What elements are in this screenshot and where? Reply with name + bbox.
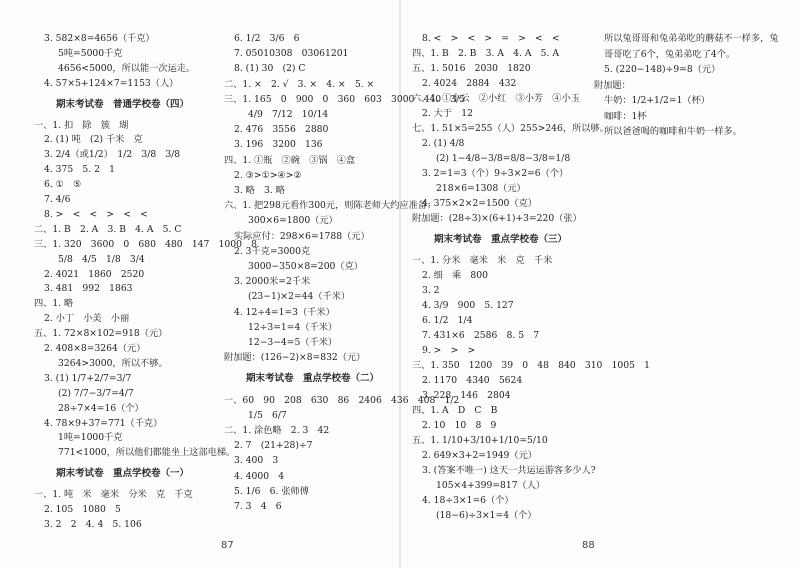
answer-line: 附加题：(28÷3)×(6+1)+3=220（张） [412, 213, 582, 224]
answer-line: 所以爸爸喝的咖啡和牛奶一样多。 [604, 126, 742, 137]
answer-line: 4. 18÷3×1=6（个） [422, 495, 514, 506]
answer-line: 三、1. 350 1200 39 0 48 840 310 1005 1 [412, 360, 651, 371]
answer-line: 二、1. B 2. A 3. B 4. A 5. C [34, 223, 182, 235]
answer-line: 2. 4021 1860 2520 [44, 268, 145, 280]
answer-line: 4. 12÷4=1=3（千米） [234, 306, 335, 318]
section-heading: 期末考试卷 重点学校卷（三） [434, 234, 568, 245]
answer-line: 所以兔哥哥和兔弟弟吃的蘑菇不一样多，兔 [604, 33, 779, 44]
answer-line: 28÷7×4=16（个） [58, 402, 144, 414]
answer-line: 3. 略 3. 略 [234, 185, 285, 196]
section-heading: 期末考试卷 普通学校卷（四） [56, 98, 190, 110]
answer-line: 3. 228 146 2804 [422, 390, 511, 401]
answer-line: 5. (220−148)÷9=8（元） [604, 64, 721, 75]
answer-line: 1吨=1000千克 [58, 432, 123, 444]
answer-line: 4. 3/9 900 5. 127 [422, 300, 514, 311]
answer-line: 2. 7 (21+28)÷7 [234, 440, 313, 452]
answer-line: 7. 4/6 [44, 194, 71, 205]
answer-line: 105×4+399=817（人） [436, 480, 546, 491]
answer-line: 8. < > < > = > < < [422, 33, 560, 44]
answer-line: 2. 3千克=3000克 [234, 245, 311, 257]
answer-line: 8. (1) 30 (2) C [234, 63, 306, 75]
answer-line: 3. 400 3 [234, 455, 279, 467]
answer-line: 七、1. 51×5=255（人）255>246，所以够。 [412, 123, 609, 134]
answer-line: 咖啡：1杯 [604, 110, 647, 122]
answer-line: 3. 582×8=4656（千克） [44, 33, 155, 44]
answer-line: 一、1. 吨 米 毫米 分米 克 千克 [34, 489, 193, 501]
answer-line: 四、1. B 2. B 3. A 4. A 5. A [412, 48, 559, 59]
answer-line: 一、60 90 208 630 86 2406 436 408 1/2 [224, 394, 460, 406]
answer-line: 7. 431×6 2586 8. 5 7 [422, 330, 540, 341]
answer-line: 三、1. 320 3600 0 680 480 147 1000 8 [34, 238, 257, 250]
answer-line: 5/8 4/5 1/8 3/4 [58, 253, 145, 265]
answer-line: 六、1. ①小云 ②小红 ③小芳 ④小玉 [412, 93, 580, 104]
page-number-left: 87 [221, 540, 234, 551]
answer-line: 4. 57×5+124×7=1153（人） [44, 77, 179, 89]
answer-line: 12÷3=1=4（千米） [248, 321, 338, 333]
answer-line: 六、1. 把298元看作300元，则陈老师大约应准备： [224, 200, 437, 212]
answer-line: 7. 3 4 6 [234, 501, 282, 512]
answer-line: 7. 05010308 03061201 [234, 48, 349, 60]
section-heading: 期末考试卷 重点学校卷（二） [246, 373, 380, 385]
answer-line: 四、1. A D C B [412, 405, 498, 416]
answer-line: 3. 2 2 4. 4 5. 106 [44, 518, 142, 530]
answer-line: 3000−350×8=200（克） [248, 261, 363, 272]
answer-line: 2. 10 10 8 9 [422, 420, 497, 431]
answer-line: 2. 649×3+2=1949（元） [422, 450, 537, 461]
answer-line: 4. 375 5. 2 1 [44, 164, 115, 176]
answer-line: 3. 2/4（或1/2） 1/2 3/8 3/8 [44, 149, 181, 161]
answer-line: 3. 196 3200 136 [234, 139, 323, 151]
answer-line: 5. 1/6 6. 张师傅 [234, 485, 309, 497]
answer-line: 二、1. 涂色略 2. 3 42 [224, 425, 330, 436]
answer-line: 4656<5000，所以能一次运走。 [58, 62, 196, 74]
answer-line: 实际应付：298×6=1788（元） [234, 230, 370, 242]
answer-line: 6. 1/2 3/6 6 [234, 33, 300, 44]
answer-line: 2. 476 3556 2880 [234, 124, 329, 136]
answer-line: (18−6)÷3×1=4（个） [436, 510, 537, 521]
answer-line: 2. 4024 2884 432 [422, 78, 517, 89]
answer-line: 三、1. 165 0 900 0 360 603 3000 440 3/5 [224, 93, 466, 105]
answer-line: 8. > < < > < < [44, 208, 148, 220]
answer-line: 771<1000，所以他们都能坐上这部电梯。 [58, 447, 236, 459]
answer-line: (23−1)×2=44（千米） [248, 291, 351, 303]
answer-line: 5吨=5000千克 [58, 47, 123, 59]
answer-line: 1/5 6/7 [248, 409, 287, 421]
answer-line: 四、1. 略 [34, 298, 74, 310]
answer-line: 2. 408×8=3264（元） [44, 343, 146, 354]
answer-line: 五、1. 5016 2030 1820 [412, 63, 531, 74]
answer-line: 附加题： [594, 79, 631, 91]
answer-line: 五、1. 72×8×102=918（元） [34, 328, 168, 340]
answer-line: 218×6=1308（元） [436, 183, 526, 194]
answer-line: 3. 2 [422, 285, 440, 296]
answer-line: 牛奶：1/2+1/2=1（杯） [604, 95, 710, 106]
answer-line: 一、1. 扣 除 簇 瑚 [34, 119, 129, 131]
answer-line: 2. 大于 12 [422, 108, 473, 119]
answer-line: 3. (答案不唯一) 这天一共运运游客多少人? [422, 465, 596, 476]
answer-line: 300×6=1800（元） [248, 215, 338, 227]
answer-line: 6. 1/2 1/4 [422, 315, 473, 326]
answer-line: 2. 细 乘 800 [422, 270, 488, 281]
answer-line: 3. 2=1=3（个）9÷3×2=6（个） [422, 168, 569, 179]
section-heading: 期末考试卷 重点学校卷（一） [56, 468, 190, 480]
answer-line: 四、1. ①瓶 ②碗 ③锅 ④盒 [224, 154, 356, 166]
answer-line: 2. (1) 4/8 [422, 138, 465, 149]
answer-line: 2. 小丁 小美 小丽 [44, 313, 130, 325]
answer-line: 4. 375×2×2=1500（克） [422, 198, 537, 209]
answer-line: (2) 7/7−3/7=4/7 [58, 387, 134, 399]
answer-line: 哥哥吃了6个，兔弟弟吃了4个。 [604, 48, 736, 60]
answer-line: 2. 1170 4340 5624 [422, 375, 523, 386]
answer-line: 附加题：(126−2)×8=832（元） [224, 352, 366, 364]
answer-line: 3. 481 992 1863 [44, 283, 133, 295]
answer-line: 12−3−4=5（千米） [248, 337, 338, 348]
answer-line: 4. 4000 4 [234, 470, 285, 482]
answer-line: 二、1. × 2. √ 3. × 4. × 5. × [224, 78, 375, 90]
answer-line: 3. 2000米=2千米 [234, 276, 311, 288]
page-fold [399, 0, 401, 568]
answer-line: 6. ① ⑤ [44, 179, 82, 191]
answer-line: (2) 1−4/8−3/8=8/8−3/8=1/8 [436, 153, 571, 164]
answer-line: 五、1. 1/10+3/10+1/10=5/10 [412, 435, 548, 446]
answer-line: 3. (1) 1/7+2/7=3/7 [44, 372, 132, 384]
answer-line: 9. > > > [422, 345, 476, 356]
page-number-right: 88 [582, 540, 595, 551]
answer-line: 2. 105 1080 5 [44, 504, 121, 515]
answer-line: 4. 78×9+37=771（千克） [44, 417, 163, 429]
answer-line: 2. (1) 吨 (2) 千米 克 [44, 134, 143, 146]
answer-line: 一、1. 分米 毫米 米 克 千米 [412, 255, 553, 266]
answer-line: 4/9 7/12 10/14 [248, 109, 329, 120]
answer-line: 3264>3000，所以不够。 [58, 357, 168, 369]
answer-line: 2. ③>①>④>② [234, 169, 302, 181]
